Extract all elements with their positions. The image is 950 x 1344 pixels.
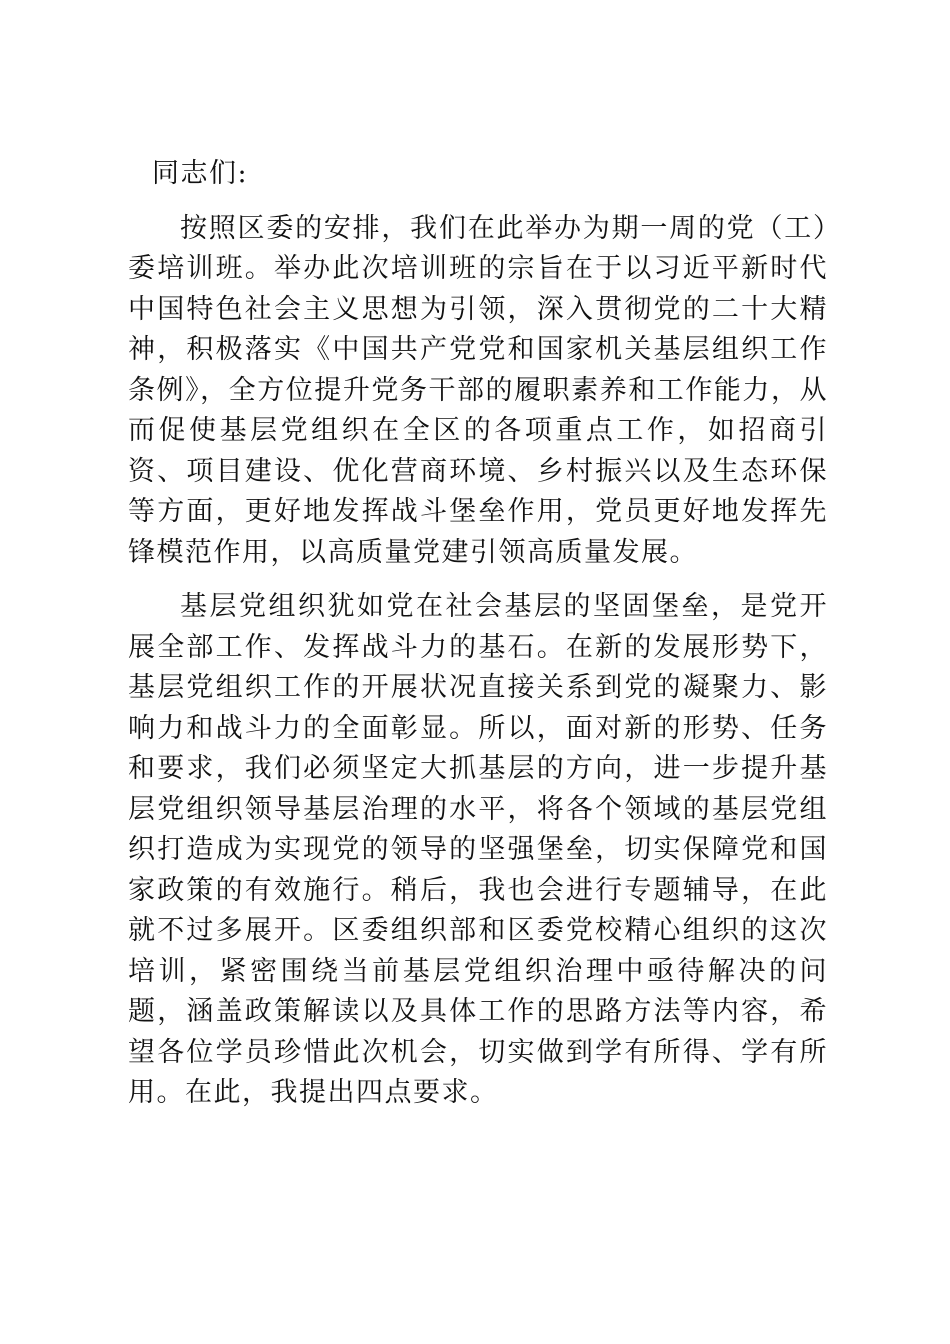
- salutation: 同志们:: [152, 158, 249, 189]
- paragraph-1: 按照区委的安排，我们在此举办为期一周的党（工）委培训班。举办此次培训班的宗旨在于以习近平新时代中国特色社会主义思想为引领，深入贯彻党的二十大精神，积极落实《中国共产党党和国家机关基层组织工作条例》，全方位提升党务干部的履职素养和工作能力，从而促使基层党组织在全区的各项重点工作，如招商引资、项目建设、优化营商环境、乡村振兴以及生态环保等方面，更好地发挥战斗堡垒作用，党员更好地发挥先锋模范作用，以高质量党建引领高质量发展。: [128, 212, 828, 568]
- paragraph-2: 基层党组织犹如党在社会基层的坚固堡垒，是党开展全部工作、发挥战斗力的基石。在新的发展形势下，基层党组织工作的开展状况直接关系到党的凝聚力、影响力和战斗力的全面彰显。所以，面对新的形势、任务和要求，我们必须坚定大抓基层的方向，进一步提升基层党组织领导基层治理的水平，将各个领域的基层党组织打造成为实现党的领导的坚强堡垒，切实保障党和国家政策的有效施行。稍后，我也会进行专题辅导，在此就不过多展开。区委组织部和区委党校精心组织的这次培训，紧密围绕当前基层党组织治理中亟待解决的问题，涵盖政策解读以及具体工作的思路方法等内容，希望各位学员珍惜此次机会，切实做到学有所得、学有所用。在此，我提出四点要求。: [128, 591, 828, 1108]
- document-body: [128, 154, 828, 1128]
